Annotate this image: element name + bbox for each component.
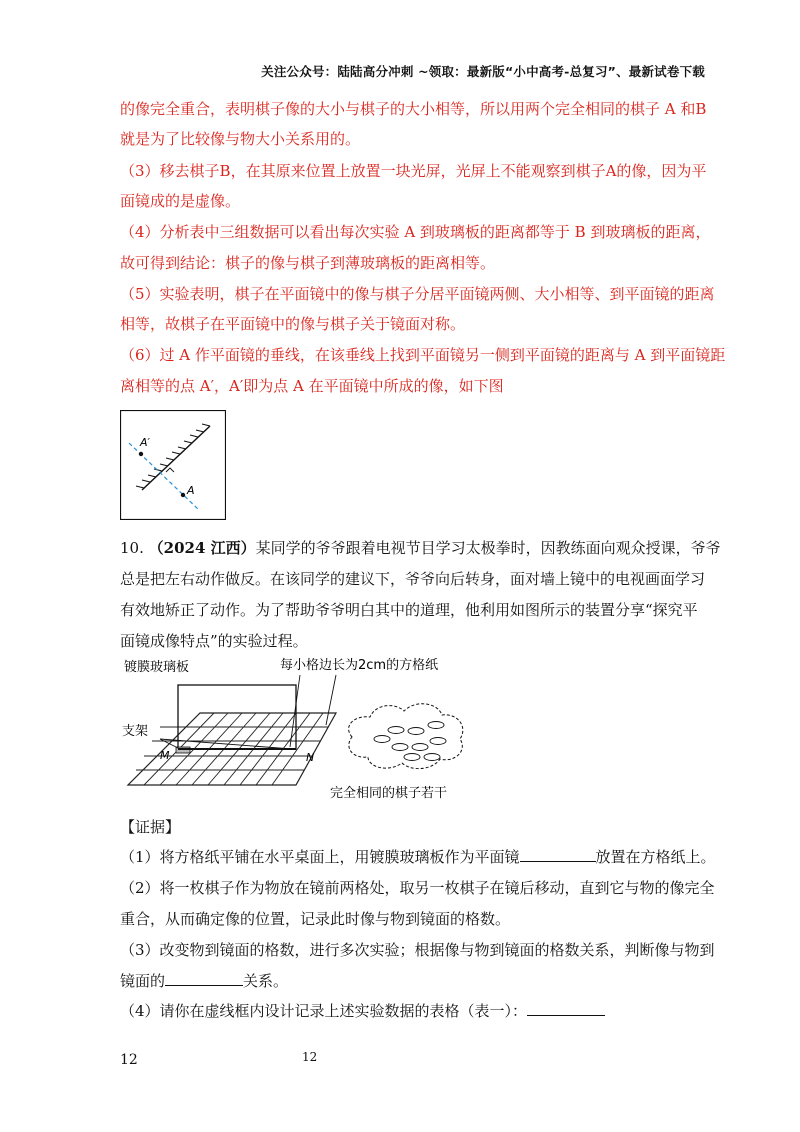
evidence-heading: 【证据】 — [120, 818, 181, 836]
question-10-line1 — [120, 537, 721, 558]
answer-line: （4）分析表中三组数据可以看出每次实验 A 到玻璃板的距离都等于 B 到玻璃板的距离， — [120, 223, 711, 241]
question-number: 10. — [120, 539, 144, 557]
evidence-step-3-cont: 镜面的 关系。 — [120, 972, 289, 990]
stand-label: 支架 — [122, 724, 149, 739]
chess-pieces — [374, 722, 446, 761]
point-m-label: M — [160, 749, 170, 762]
answer-line: 就是为了比较像与物大小关系用的。 — [120, 130, 361, 148]
evidence-step-3: （3）改变物到镜面的格数，进行多次实验；根据像与物到镜面的格数关系，判断像与物到 — [120, 941, 715, 959]
page-number-left: 12 — [120, 1052, 138, 1068]
answer-line: （6）过 A 作平面镜的垂线，在该垂线上找到平面镜另一侧到平面镜的距离与 A 到平面镜距 — [120, 346, 726, 364]
evidence-step-2-cont: 重合，从而确定像的位置，记录此时像与物到镜面的格数。 — [120, 910, 511, 928]
question-source: （2024 江西） — [148, 539, 256, 557]
answer-blank[interactable] — [165, 971, 243, 986]
question-text: 某同学的爷爷跟着电视节目学习太极拳时，因教练面向观众授课，爷爷 — [255, 539, 721, 557]
point-n-label: N — [306, 751, 315, 764]
answer-line: 面镜成的是虚像。 — [120, 192, 241, 210]
page-header: 关注公众号：陆陆高分冲刺 ~领取：最新版“小中高考-总复习”、最新试卷下载 — [261, 64, 705, 79]
object-point — [181, 493, 185, 497]
answer-line: （3）移去棋子B，在其原来位置上放置一块光屏，光屏上不能观察到棋子A的像，因为平 — [120, 162, 707, 180]
evidence-step-4: （4）请你在虚线框内设计记录上述实验数据的表格（表一）： — [120, 1000, 605, 1021]
grid-paper-label: 每小格边长为2cm的方格纸 — [280, 658, 439, 673]
answer-line: （5）实验表明，棋子在平面镜中的像与棋子分居平面镜两侧、大小相等、到平面镜的距离 — [120, 285, 715, 303]
object-point-label: A — [187, 484, 195, 497]
answer-line: 的像完全重合，表明棋子像的大小与棋子的大小相等，所以用两个完全相同的棋子 A 和B — [120, 100, 707, 118]
answer-blank[interactable] — [520, 847, 596, 862]
answer-line: 离相等的点 A′，A′即为点 A 在平面镜中所成的像，如下图 — [120, 377, 504, 395]
answer-blank[interactable] — [527, 1001, 605, 1016]
evidence-step-1: （1）将方格纸平铺在水平桌面上，用镀膜玻璃板作为平面镜 放置在方格纸上。 — [120, 848, 716, 866]
glass-plate-label: 镀膜玻璃板 — [124, 660, 190, 675]
page-number-center: 12 — [302, 1050, 318, 1064]
mirror-reflection-figure — [120, 410, 226, 520]
image-point-label: A′ — [140, 436, 151, 449]
evidence-step-2: （2）将一枚棋子作为物放在镜前两格处，取另一枚棋子在镜后移动，直到它与物的像完全 — [120, 879, 715, 897]
image-point — [139, 452, 143, 456]
apparatus-figure — [120, 655, 490, 805]
pieces-label: 完全相同的棋子若干 — [330, 786, 448, 801]
question-text-line: 总是把左右动作做反。在该同学的建议下，爷爷向后转身，面对墙上镜中的电视画面学习 — [120, 570, 706, 588]
answer-line: 相等，故棋子在平面镜中的像与棋子关于镜面对称。 — [120, 315, 466, 333]
question-text-line: 面镜成像特点”的实验过程。 — [120, 632, 308, 650]
answer-line: 故可得到结论：棋子的像与棋子到薄玻璃板的距离相等。 — [120, 254, 496, 272]
question-text-line: 有效地矫正了动作。为了帮助爷爷明白其中的道理，他利用如图所示的装置分享“探究平 — [120, 601, 698, 619]
